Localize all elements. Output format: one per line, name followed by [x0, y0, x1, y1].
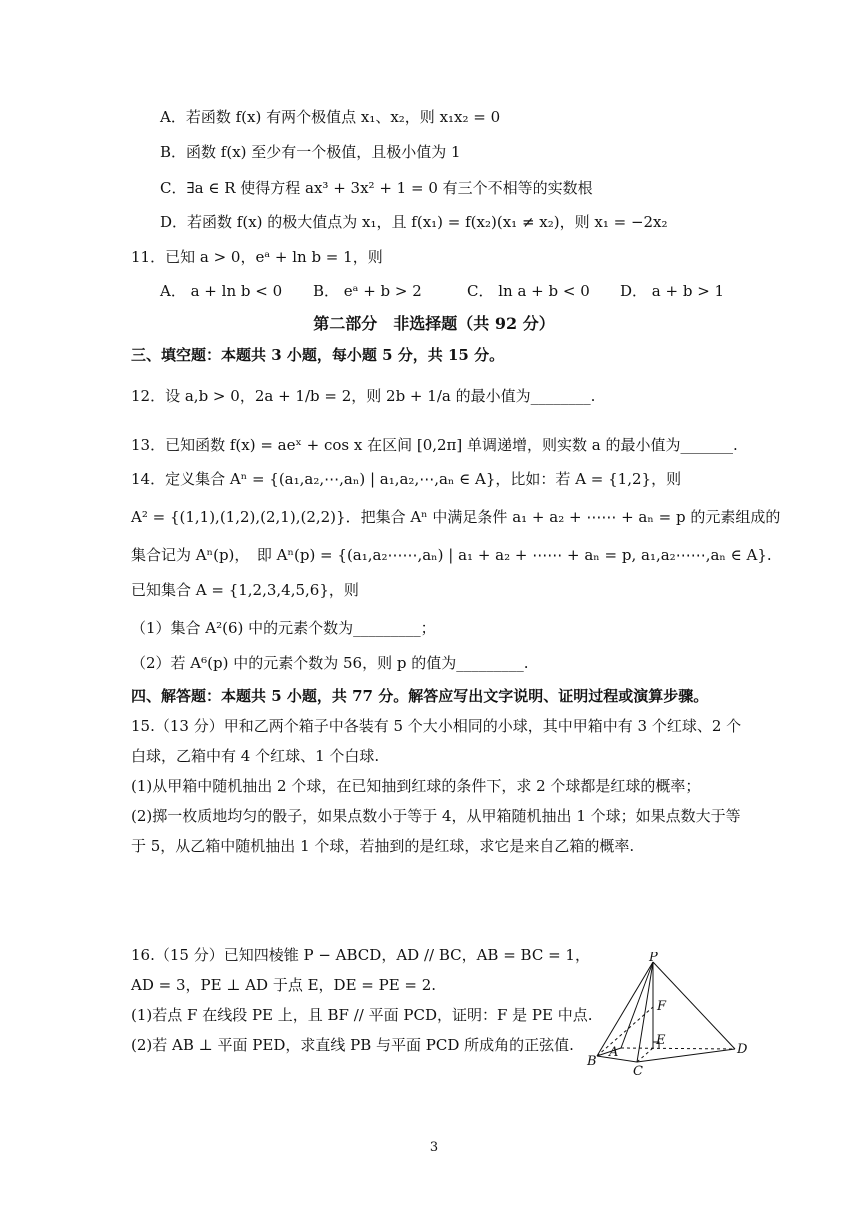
label-a: A: [609, 1045, 619, 1060]
label-b: B: [587, 1054, 597, 1069]
edge-pc: [637, 962, 653, 1062]
edge-cd: [637, 1049, 735, 1062]
question-16-line4: (2)若 AB ⊥ 平面 PED，求直线 PB 与平面 PCD 所成角的正弦值.: [131, 1036, 574, 1054]
q11-option-d: D． a + b > 1: [620, 282, 725, 300]
edge-pb: [597, 962, 653, 1056]
q11-option-a: A． a + ln b < 0: [160, 282, 283, 300]
edge-ad: [621, 1048, 735, 1049]
label-f: F: [657, 999, 667, 1014]
question-14-line2: A² = {(1,1),(1,2),(2,1),(2,2)}．把集合 Aⁿ 中满足条件 a₁ + a₂ + ⋯⋯ + aₙ = p 的元素组成的: [131, 508, 781, 526]
question-15-line3: (1)从甲箱中随机抽出 2 个球，在已知抽到红球的条件下，求 2 个球都是红球的概率；: [131, 777, 701, 795]
label-e: E: [656, 1033, 666, 1048]
question-14-line1: 14．定义集合 Aⁿ = {(a₁,a₂,⋯,aₙ) | a₁,a₂,⋯,aₙ ∈ A}，比如：若 A = {1,2}，则: [131, 470, 682, 488]
label-p: P: [649, 952, 658, 965]
question-14-line3: 集合记为 Aⁿ(p)， 即 Aⁿ(p) = {(a₁,a₂⋯⋯,aₙ) | a₁ + a₂ + ⋯⋯ + aₙ = p, a₁,a₂⋯⋯,aₙ ∈ A}.: [131, 546, 772, 564]
q10-option-c: C．∃a ∈ R 使得方程 ax³ + 3x² + 1 = 0 有三个不相等的实数根: [160, 179, 593, 197]
q11-stem: 11．已知 a > 0，eᵃ + ln b = 1，则: [131, 248, 383, 266]
question-15-line2: 白球，乙箱中有 4 个红球、1 个白球.: [131, 747, 380, 765]
section-header-answer: 四、解答题：本题共 5 小题，共 77 分。解答应写出文字说明、证明过程或演算步骤。: [131, 687, 709, 705]
question-16-line3: (1)若点 F 在线段 PE 上，且 BF // 平面 PCD，证明：F 是 PE 中点.: [131, 1006, 593, 1024]
question-15-line4: (2)掷一枚质地均匀的骰子，如果点数小于等于 4，从甲箱随机抽出 1 个球；如果点数大于等: [131, 807, 741, 825]
question-14-sub2: （2）若 A⁶(p) 中的元素个数为 56，则 p 的值为_________.: [131, 654, 529, 672]
q10-option-d: D．若函数 f(x) 的极大值点为 x₁，且 f(x₁) = f(x₂)(x₁ ≠ x₂)，则 x₁ = −2x₂: [160, 213, 668, 231]
label-d: D: [737, 1042, 748, 1057]
label-c: C: [633, 1064, 643, 1077]
section-header-fill-in: 三、填空题：本题共 3 小题，每小题 5 分，共 15 分。: [131, 346, 505, 364]
pyramid-figure: [585, 952, 760, 1077]
question-14-line4: 已知集合 A = {1,2,3,4,5,6}，则: [131, 581, 359, 599]
question-12: 12．设 a,b > 0，2a + 1/b = 2，则 2b + 1/a 的最小值为________.: [131, 387, 596, 405]
question-14-sub1: （1）集合 A²(6) 中的元素个数为_________；: [131, 619, 436, 637]
page-number: 3: [429, 1140, 439, 1155]
q11-option-b: B． eᵃ + b > 2: [313, 282, 422, 300]
question-15-line1: 15.（13 分）甲和乙两个箱子中各装有 5 个大小相同的小球，其中甲箱中有 3 个红球、2 个: [131, 717, 742, 735]
question-16-line1: 16.（15 分）已知四棱锥 P − ABCD，AD // BC，AB = BC = 1，: [131, 946, 590, 964]
edge-pa: [621, 962, 653, 1048]
q10-option-a: A．若函数 f(x) 有两个极值点 x₁、x₂，则 x₁x₂ = 0: [160, 108, 501, 126]
part-title: 第二部分 非选择题（共 92 分）: [313, 314, 555, 333]
question-16-line2: AD = 3，PE ⊥ AD 于点 E，DE = PE = 2.: [131, 976, 437, 994]
question-13: 13．已知函数 f(x) = aeˣ + cos x 在区间 [0,2π] 单调递增，则实数 a 的最小值为_______.: [131, 436, 738, 454]
q11-option-c: C． ln a + b < 0: [467, 282, 590, 300]
q10-option-b: B．函数 f(x) 至少有一个极值，且极小值为 1: [160, 143, 461, 161]
question-15-line5: 于 5，从乙箱中随机抽出 1 个球，若抽到的是红球，求它是来自乙箱的概率.: [131, 837, 635, 855]
